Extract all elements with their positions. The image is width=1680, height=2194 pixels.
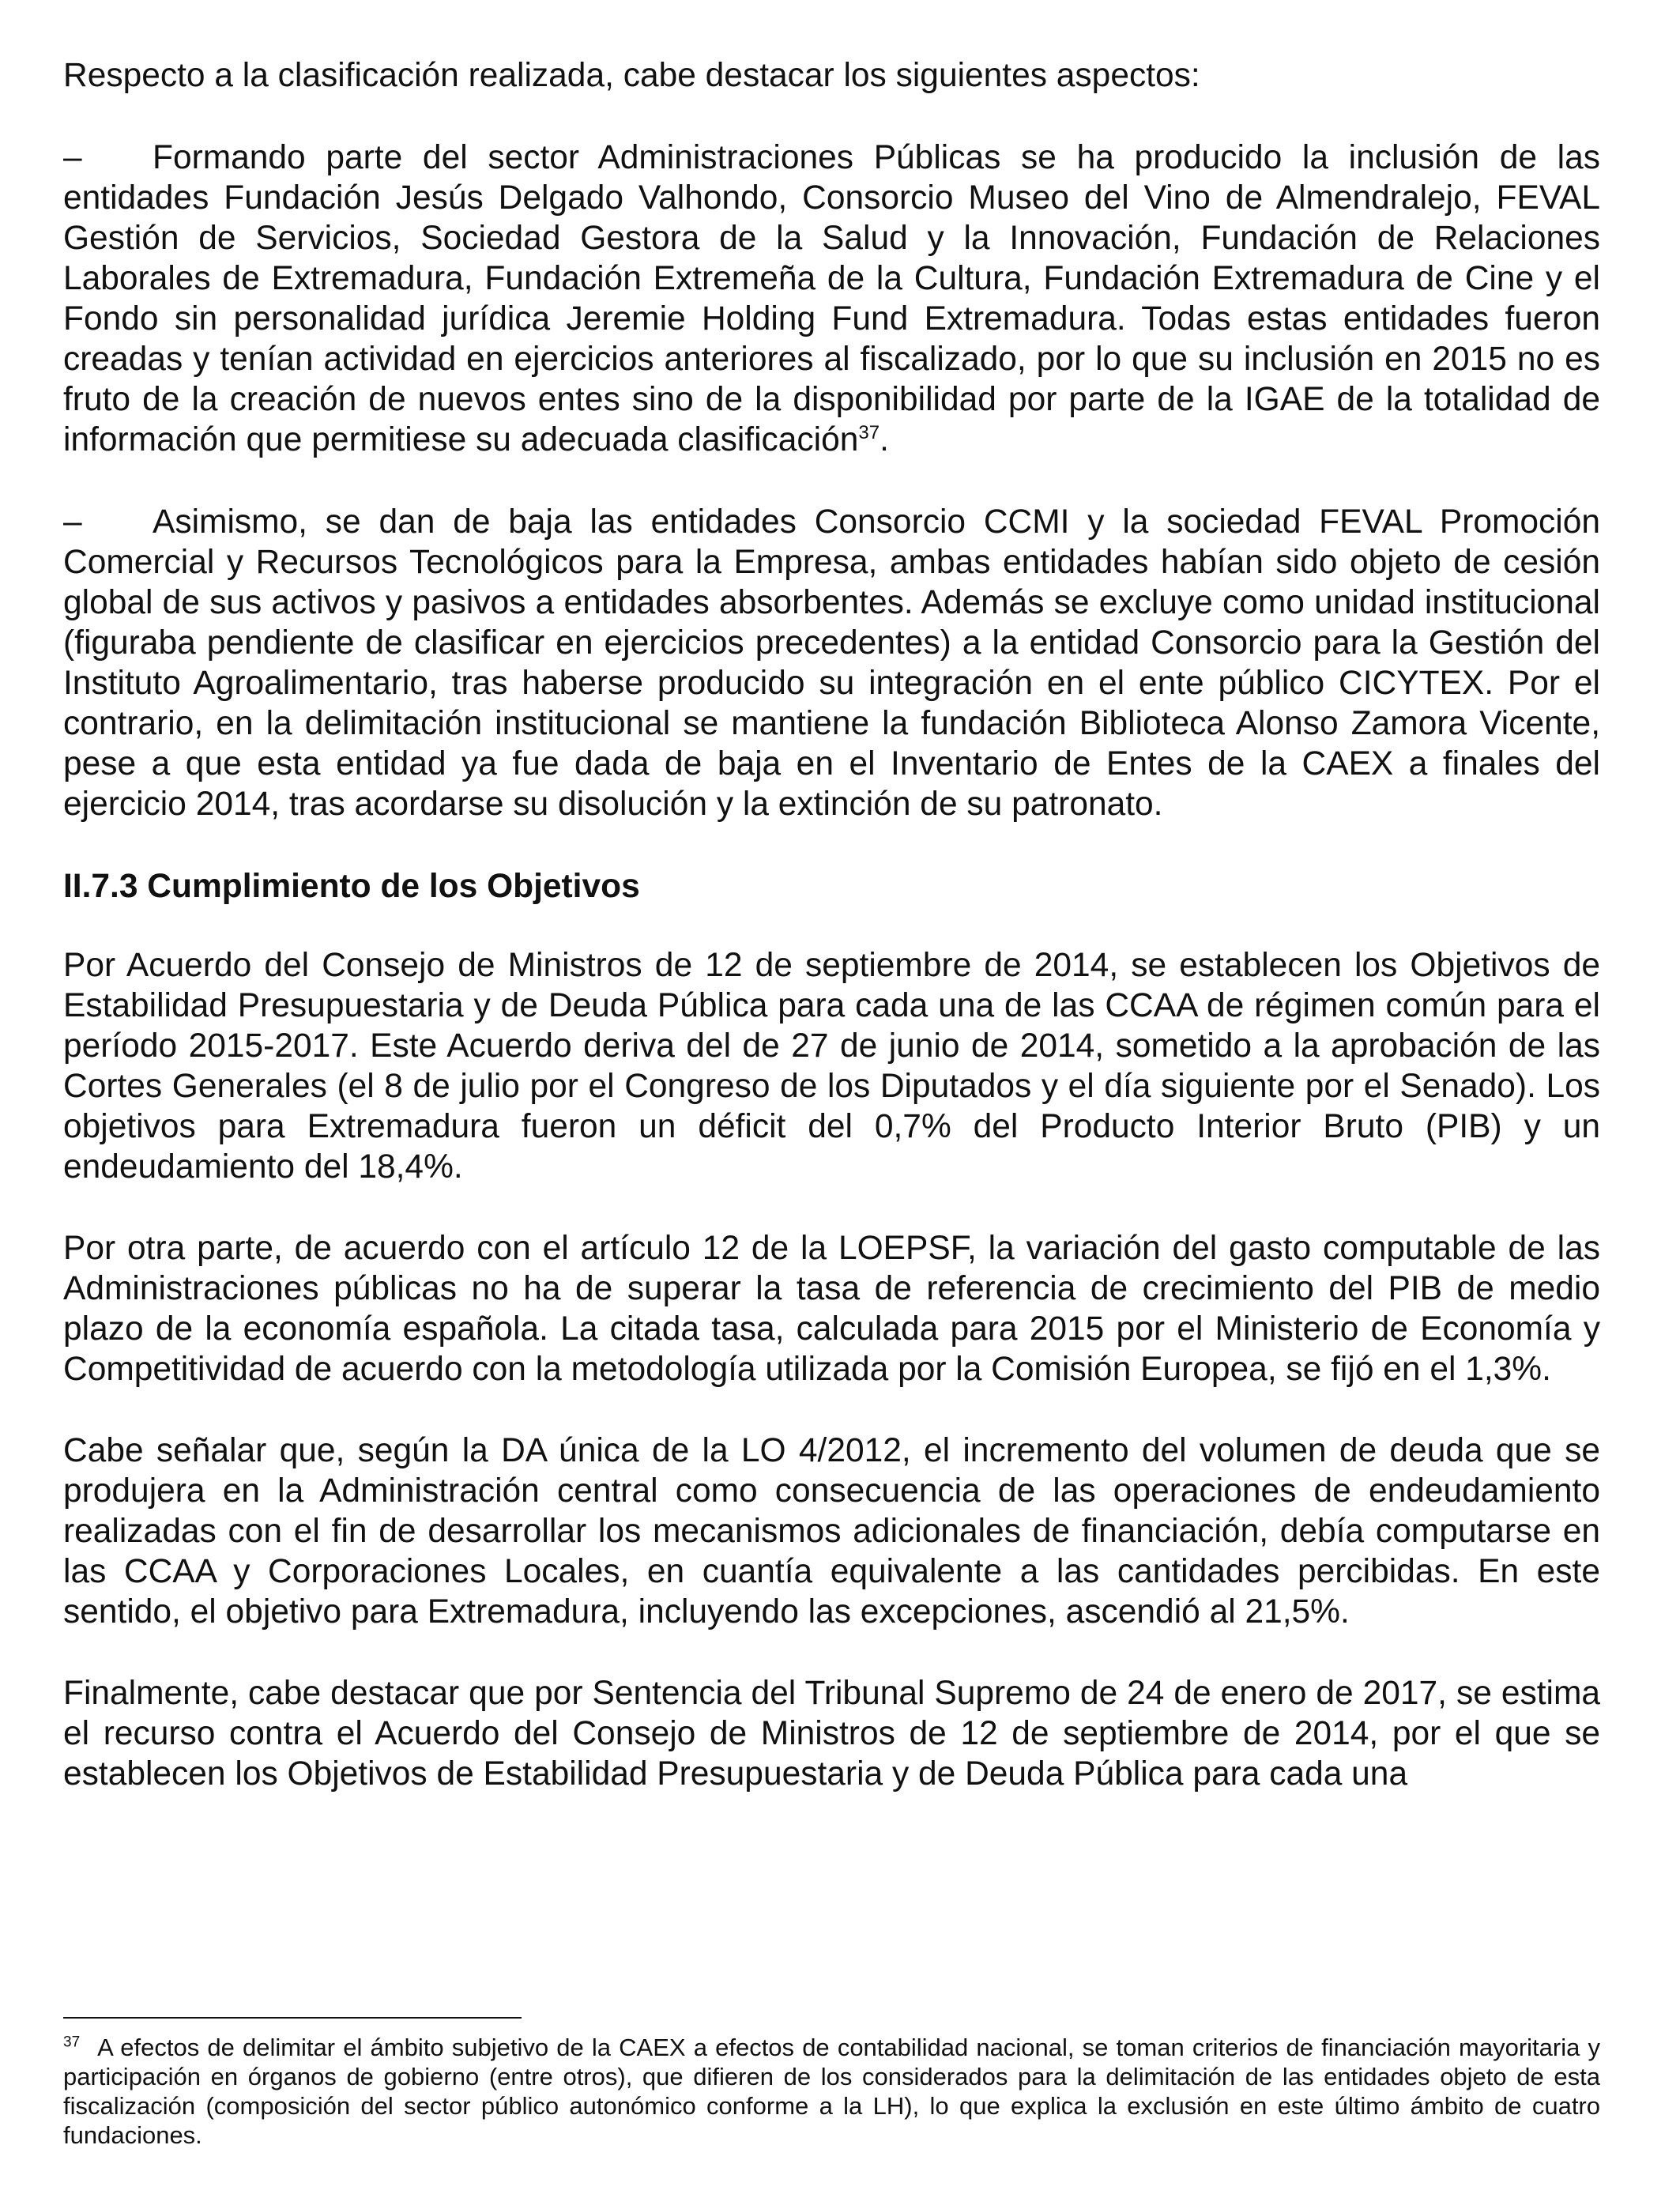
bullet-text: Asimismo, se dan de baja las entidades Consorcio CCMI y la sociedad FEVAL Promoción Comercial y Recursos Tecnológicos para la Empresa, ambas entidades habían sido objeto de cesión global de sus activos y pasivos a entidades absorbentes. Además se excluye como unidad institucional (figuraba pendiente de clasificar en ejercicios precedentes) a la entidad Consorcio para la Gestión del Instituto Agroalimentario, tras haberse producido su integración en el ente público CICYTEX. Por el contrario, en la delimitación institucional se mantiene la fundación Biblioteca Alonso Zamora Vicente, pese a que esta entidad ya fue dada de baja en el Inventario de Entes de la CAEX a finales del ejercicio 2014, tras acordarse su disolución y la extinción de su patronato. — [63, 503, 1600, 823]
paragraph-sentencia: Finalmente, cabe destacar que por Sentencia del Tribunal Supremo de 24 de enero de 2017, se estima el recurso contra el Acuerdo del Consejo de Ministros de 12 de septiembre de 2014, por el que se establecen los Objetivos de Estabilidad Presupuestaria y de Deuda Pública para cada una — [63, 1675, 1600, 1793]
footnote — [63, 2033, 1600, 2150]
bullet-dash: – — [63, 139, 82, 176]
footnote-reference[interactable]: 37 — [858, 421, 880, 443]
footnote-number: 37 — [63, 2034, 81, 2051]
paragraph-regla-gasto: Por otra parte, de acuerdo con el artículo 12 de la LOEPSF, la variación del gasto computable de las Administraciones públicas no ha de superar la tasa de referencia de crecimiento del PIB de medio plazo de la economía española. La citada tasa, calculada para 2015 por el Ministerio de Economía y Competitividad de acuerdo con la metodología utilizada por la Comisión Europea, se fijó en el 1,3%. — [63, 1230, 1600, 1388]
bullet-item-bajas — [63, 502, 1600, 824]
section-heading: II.7.3 Cumplimiento de los Objetivos — [63, 868, 640, 905]
paragraph-da-unica: Cabe señalar que, según la DA única de la LO 4/2012, el incremento del volumen de deuda que se produjera en la Administración central como consecuencia de las operaciones de endeudamiento realizadas con el fin de desarrollar los mecanismos adicionales de financiación, debía computarse en las CCAA y Corporaciones Locales, en cuantía equivalente a las cantidades percibidas. En este sentido, el objetivo para Extremadura, incluyendo las excepciones, ascendió al 21,5%. — [63, 1432, 1600, 1630]
footnote-paragraph — [63, 2033, 1600, 2150]
document-body — [63, 55, 1600, 1794]
bullet-text: Formando parte del sector Administraciones Públicas se ha producido la inclusión de las entidades Fundación Jesús Delgado Valhondo, Consorcio Museo del Vino de Almendralejo, FEVAL Gestión de Servicios, Sociedad Gestora de la Salud y la Innovación, Fundación de Relaciones Laborales de Extremadura, Fundación Extremeña de la Cultura, Fundación Extremadura de Cine y el Fondo sin personalidad jurídica Jeremie Holding Fund Extremadura. Todas estas entidades fueron creadas y tenían actividad en ejercicios anteriores al fiscalizado, por lo que su inclusión en 2015 no es fruto de la creación de nuevos entes sino de la disponibilidad por parte de la IGAE de la totalidad de información que permitiese su adecuada clasificación — [63, 139, 1600, 458]
bullet-dash: – — [63, 503, 82, 541]
paragraph-acuerdo-consejo: Por Acuerdo del Consejo de Ministros de 12 de septiembre de 2014, se establecen los Objetivos de Estabilidad Presupuestaria y de Deuda Pública para cada una de las CCAA de régimen común para el período 2015-2017. Este Acuerdo deriva del de 27 de junio de 2014, sometido a la aprobación de las Cortes Generales (el 8 de julio por el Congreso de los Diputados y el día siguiente por el Senado). Los objetivos para Extremadura fueron un déficit del 0,7% del Producto Interior Bruto (PIB) y un endeudamiento del 18,4%. — [63, 947, 1600, 1186]
footnote-text: A efectos de delimitar el ámbito subjetivo de la CAEX a efectos de contabilidad nacional, se toman criterios de financiación mayoritaria y participación en órganos de gobierno (entre otros), que difieren de los considerados para la delimitación de las entidades objeto de esta fiscalización (composición del sector público autonómico conforme a la LH), lo que explica la exclusión en este último ámbito de cuatro fundaciones. — [63, 2034, 1600, 2149]
bullet-text-end: . — [880, 421, 889, 458]
intro-paragraph: Respecto a la clasificación realizada, cabe destacar los siguientes aspectos: — [63, 57, 1200, 94]
bullet-item-inclusion — [63, 138, 1600, 460]
footnote-separator — [63, 2017, 522, 2019]
